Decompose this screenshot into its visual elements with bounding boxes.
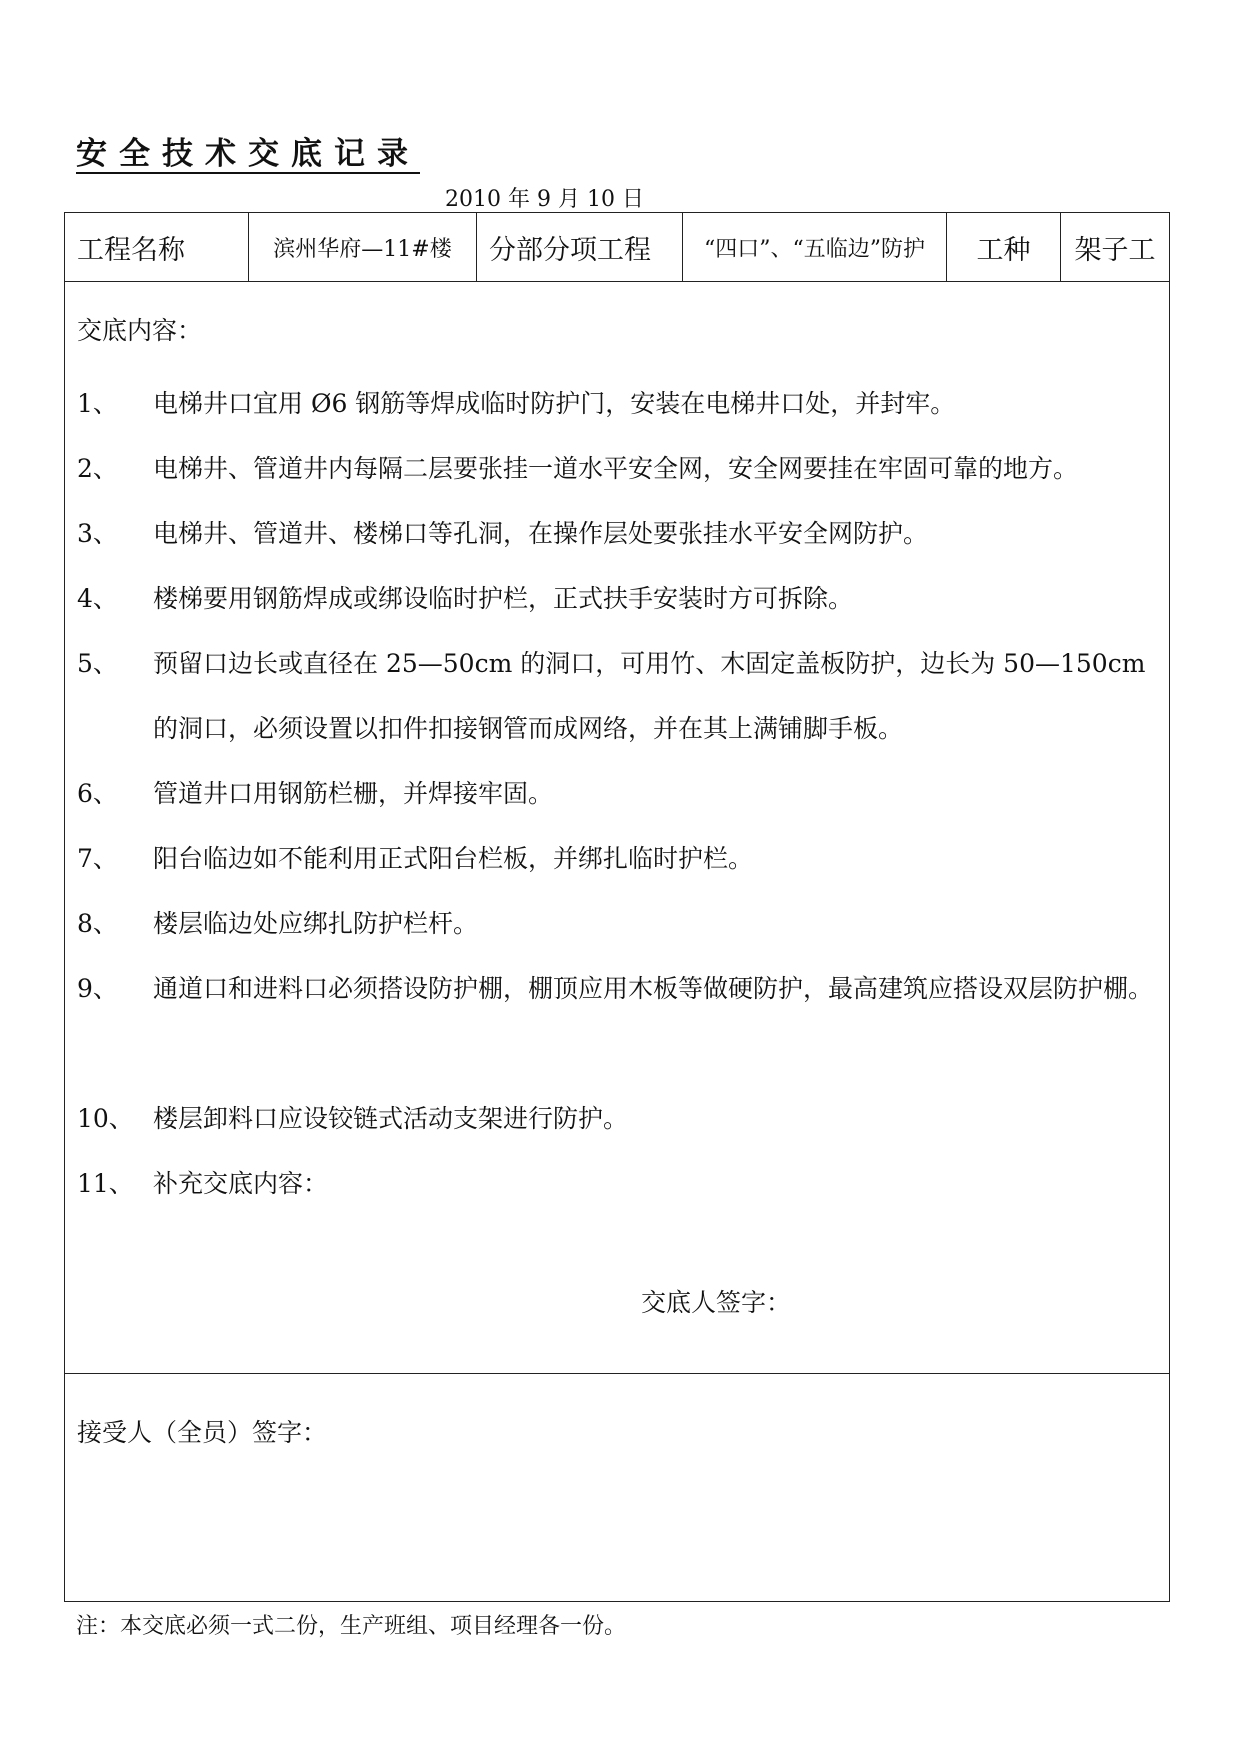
footnote: 注：本交底必须一式二份，生产班组、项目经理各一份。: [76, 1614, 627, 1639]
list-item: [77, 436, 1159, 501]
trade-value: 架子工: [1074, 234, 1156, 266]
receiver-section: [65, 1373, 1169, 1601]
item-number: 11、: [77, 1169, 134, 1198]
item-number: 9、: [77, 974, 118, 1003]
briefer-signature-label: 交底人签字：: [641, 1288, 792, 1317]
briefing-content: [65, 281, 1169, 1374]
item-number: 5、: [77, 649, 118, 678]
list-item: [77, 371, 1159, 436]
item-text: 电梯井口宜用 Ø6 钢筋等焊成临时防护门，安装在电梯井口处，并封牢。: [153, 389, 956, 418]
trade-label: 工种: [947, 213, 1061, 281]
document-title: 安全技术交底记录: [76, 136, 420, 172]
list-item: [77, 1086, 1159, 1151]
project-name-value: 滨州华府—11#楼: [249, 213, 477, 281]
item-number: 7、: [77, 844, 118, 873]
list-item: [77, 891, 1159, 956]
item-text: 预留口边长或直径在 25—50cm 的洞口，可用竹、木固定盖板防护，边长为 50—150cm 的洞口，必须设置以扣件扣接钢管而成网络，并在其上满铺脚手板。: [153, 649, 1154, 743]
item-text: 楼梯要用钢筋焊成或绑设临时护栏，正式扶手安装时方可拆除。: [153, 584, 854, 613]
list-item: [77, 826, 1159, 891]
list-item: [77, 761, 1159, 826]
item-text: 楼层卸料口应设铰链式活动支架进行防护。: [153, 1104, 629, 1133]
document-date: 2010 年 9 月 10 日: [445, 187, 644, 212]
item-text: 管道井口用钢筋栏栅，并焊接牢固。: [153, 779, 554, 808]
item-text: 通道口和进料口必须搭设防护棚，棚顶应用木板等做硬防护，最高建筑应搭设双层防护棚。: [153, 974, 1154, 1003]
item-number: 3、: [77, 519, 118, 548]
item-number: 1、: [77, 389, 118, 418]
item-number: 6、: [77, 779, 118, 808]
list-item: [77, 956, 1159, 1021]
item-text: 电梯井、管道井、楼梯口等孔洞，在操作层处要张挂水平安全网防护。: [153, 519, 929, 548]
subproject-value: “四口”、“五临边”防护: [683, 213, 947, 281]
list-item: [77, 566, 1159, 631]
item-number: 10、: [77, 1104, 134, 1133]
item-text: 电梯井、管道井内每隔二层要张挂一道水平安全网，安全网要挂在牢固可靠的地方。: [153, 454, 1079, 483]
content-label: 交底内容：: [77, 316, 203, 345]
item-text: 楼层临边处应绑扎防护栏杆。: [153, 909, 479, 938]
record-table: [64, 212, 1170, 1602]
item-text: 补充交底内容：: [153, 1169, 329, 1198]
receiver-signature-label: 接受人（全员）签字：: [77, 1418, 328, 1447]
project-name-label: 工程名称: [65, 213, 249, 281]
item-text: 阳台临边如不能利用正式阳台栏板，并绑扎临时护栏。: [153, 844, 754, 873]
header-row: [65, 213, 1169, 282]
item-number: 4、: [77, 584, 118, 613]
list-item: [77, 501, 1159, 566]
list-item: [77, 631, 1159, 761]
subproject-label: 分部分项工程: [477, 213, 683, 281]
item-number: 8、: [77, 909, 118, 938]
item-number: 2、: [77, 454, 118, 483]
list-item: [77, 1151, 1159, 1216]
